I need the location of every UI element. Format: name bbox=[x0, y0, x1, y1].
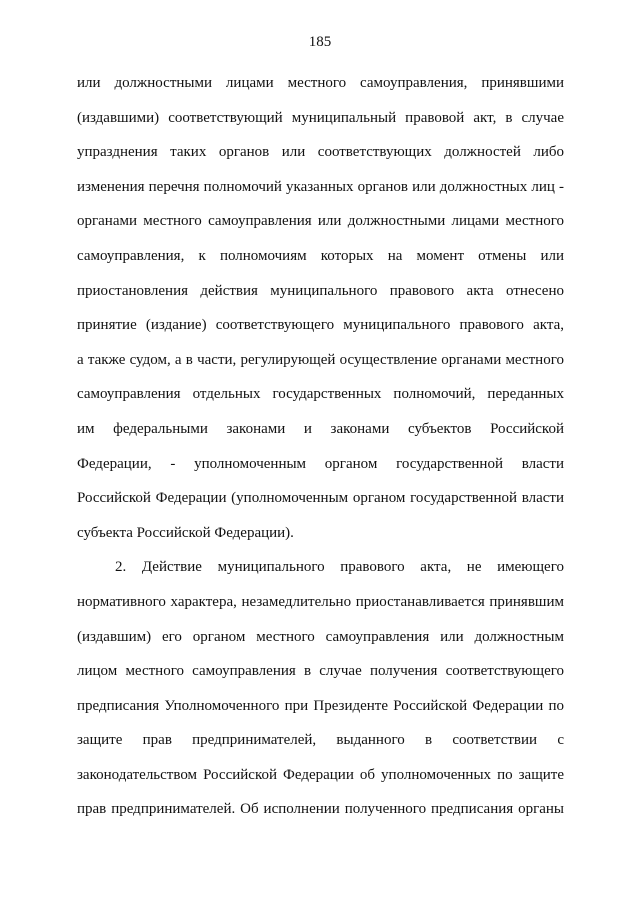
text-line: Федерации, - уполномоченным органом государственной власти bbox=[77, 455, 564, 472]
text-line: Российской Федерации (уполномоченным органом государственной власти bbox=[77, 490, 564, 507]
text-line: им федеральными законами и законами субъектов Российской bbox=[77, 420, 564, 437]
text-line: или должностными лицами местного самоуправления, принявшими bbox=[77, 75, 564, 91]
text-line: субъекта Российской Федерации). bbox=[77, 524, 294, 541]
text-line: прав предпринимателей. Об исполнении полученного предписания органы bbox=[77, 801, 564, 818]
text-line: 2. Действие муниципального правового акта, не имеющего bbox=[115, 559, 564, 576]
text-line: приостановления действия муниципального правового акта отнесено bbox=[77, 282, 564, 299]
page-number: 185 bbox=[308, 34, 332, 50]
document-body bbox=[77, 74, 564, 835]
text-line: изменения перечня полномочий указанных органов или должностных лиц - bbox=[77, 178, 564, 195]
text-line: самоуправления отдельных государственных полномочий, переданных bbox=[77, 386, 564, 403]
paragraph-continuation bbox=[77, 74, 564, 558]
text-line: защите прав предпринимателей, выданного в соответствии с bbox=[77, 732, 564, 749]
text-line: а также судом, а в части, регулирующей осуществление органами местного bbox=[77, 351, 564, 368]
text-line: упразднения таких органов или соответствующих должностей либо bbox=[77, 144, 564, 161]
paragraph-item-2 bbox=[77, 558, 564, 835]
text-line: (издавшими) соответствующий муниципальный правовой акт, в случае bbox=[77, 109, 564, 126]
text-line: самоуправления, к полномочиям которых на момент отмены или bbox=[77, 247, 564, 264]
text-line: принятие (издание) соответствующего муниципального правового акта, bbox=[77, 317, 564, 334]
text-line: предписания Уполномоченного при Президенте Российской Федерации по bbox=[77, 697, 564, 714]
text-line: лицом местного самоуправления в случае получения соответствующего bbox=[77, 663, 564, 680]
text-line: (издавшим) его органом местного самоуправления или должностным bbox=[77, 628, 564, 645]
text-line: законодательством Российской Федерации об уполномоченных по защите bbox=[77, 766, 564, 783]
text-line: органами местного самоуправления или должностными лицами местного bbox=[77, 213, 564, 230]
text-line: нормативного характера, незамедлительно приостанавливается принявшим bbox=[77, 593, 564, 610]
